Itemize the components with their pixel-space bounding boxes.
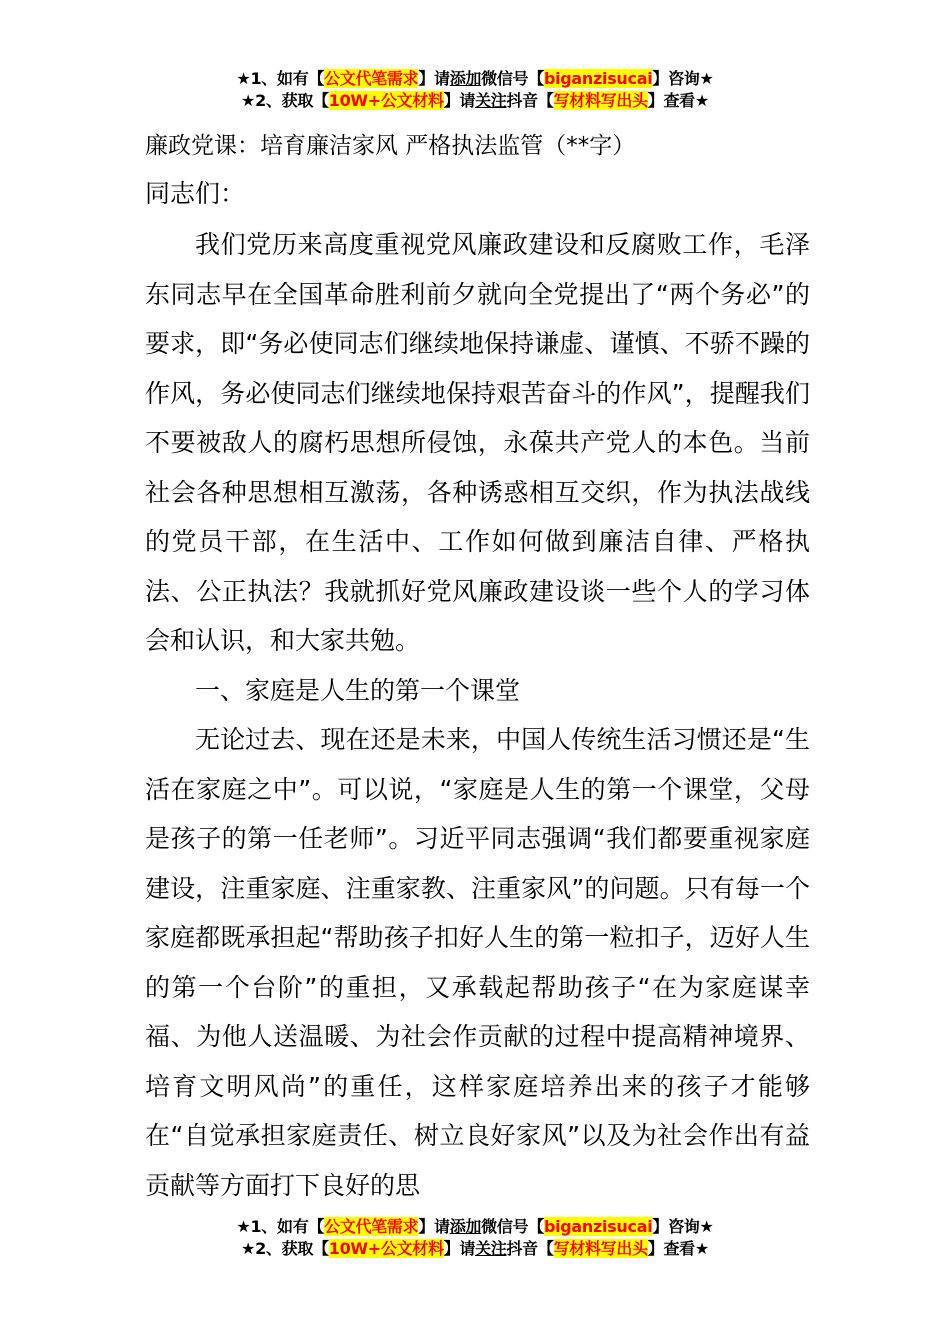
footer-banner (0, 1216, 950, 1260)
highlight-materials: 10W+公文材料 (328, 1239, 444, 1258)
document-title: 廉政党课：培育廉洁家风 严格执法监管（**字） (145, 133, 636, 159)
banner-text: 微信号【 (481, 69, 544, 88)
banner-text: 】咨询★ (652, 69, 714, 88)
underlined-text: 添加 (449, 1217, 482, 1236)
banner-text: 】查看★ (647, 91, 709, 110)
header-banner (0, 68, 950, 112)
highlight-materials: 10W+公文材料 (328, 91, 444, 110)
underlined-text: 关注 (475, 91, 507, 110)
section-heading: 一、家庭是人生的第一个课堂 (195, 675, 521, 705)
banner-text: 】咨询★ (652, 1217, 714, 1236)
highlight-wechat-id: biganzisucai (543, 1217, 653, 1236)
underlined-text: 关注 (475, 1239, 507, 1258)
banner-line-2 (0, 1238, 950, 1260)
banner-text: ★2、获取【 (241, 1239, 329, 1258)
banner-line-1 (0, 1216, 950, 1238)
highlight-service: 公文代笔需求 (324, 1217, 419, 1236)
banner-text: 】查看★ (647, 1239, 709, 1258)
greeting: 同志们： (145, 179, 246, 208)
banner-text: 抖音【 (506, 91, 554, 110)
banner-text: 】请 (418, 1217, 450, 1236)
banner-text: ★2、获取【 (241, 91, 329, 110)
highlight-wechat-id: biganzisucai (543, 69, 653, 88)
banner-line-1 (0, 68, 950, 90)
document-body (145, 124, 810, 1210)
banner-line-2 (0, 90, 950, 112)
highlight-douyin-id: 写材料写出头 (553, 91, 648, 110)
banner-text: 】请 (443, 1239, 476, 1258)
banner-text: 微信号【 (481, 1217, 544, 1236)
paragraph: 我们党历来高度重视党风廉政建设和反腐败工作，毛泽东同志早在全国革命胜利前夕就向全党提出了“两个务必”的要求，即“务必使同志们继续地保持谦虚、谨慎、不骄不躁的作风，务必使同志们继续地保持艰苦奋斗的作风”，提醒我们不要被敌人的腐朽思想所侵蚀，永葆共产党人的本色。当前社会各种思想相互激荡，各种诱惑相互交织，作为执法战线的党员干部，在生活中、工作如何做到廉洁自律、严格执法、公正执法？我就抓好党风廉政建设谈一些个人的学习体会和认识，和大家共勉。 (145, 230, 810, 655)
paragraph: 无论过去、现在还是未来，中国人传统生活习惯还是“生活在家庭之中”。可以说，“家庭是人生的第一个课堂，父母是孩子的第一任老师”。习近平同志强调“我们都要重视家庭建设，注重家庭、注重家教、注重家风”的问题。只有每一个家庭都既承担起“帮助孩子扣好人生的第一粒扣子，迈好人生的第一个台阶”的重担，又承载起帮助孩子“在为家庭谋幸福、为他人送温暖、为社会作贡献的过程中提高精神境界、培育文明风尚”的重任，这样家庭培养出来的孩子才能够在“自觉承担家庭责任、树立良好家风”以及为社会作出有益贡献等方面打下良好的思 (145, 725, 810, 1200)
banner-text: 抖音【 (506, 1239, 554, 1258)
banner-text: ★1、如有【 (236, 1217, 325, 1236)
banner-text: ★1、如有【 (236, 69, 325, 88)
banner-text: 】请 (418, 69, 450, 88)
underlined-text: 添加 (449, 69, 482, 88)
highlight-douyin-id: 写材料写出头 (553, 1239, 648, 1258)
banner-text: 】请 (443, 91, 476, 110)
highlight-service: 公文代笔需求 (324, 69, 419, 88)
